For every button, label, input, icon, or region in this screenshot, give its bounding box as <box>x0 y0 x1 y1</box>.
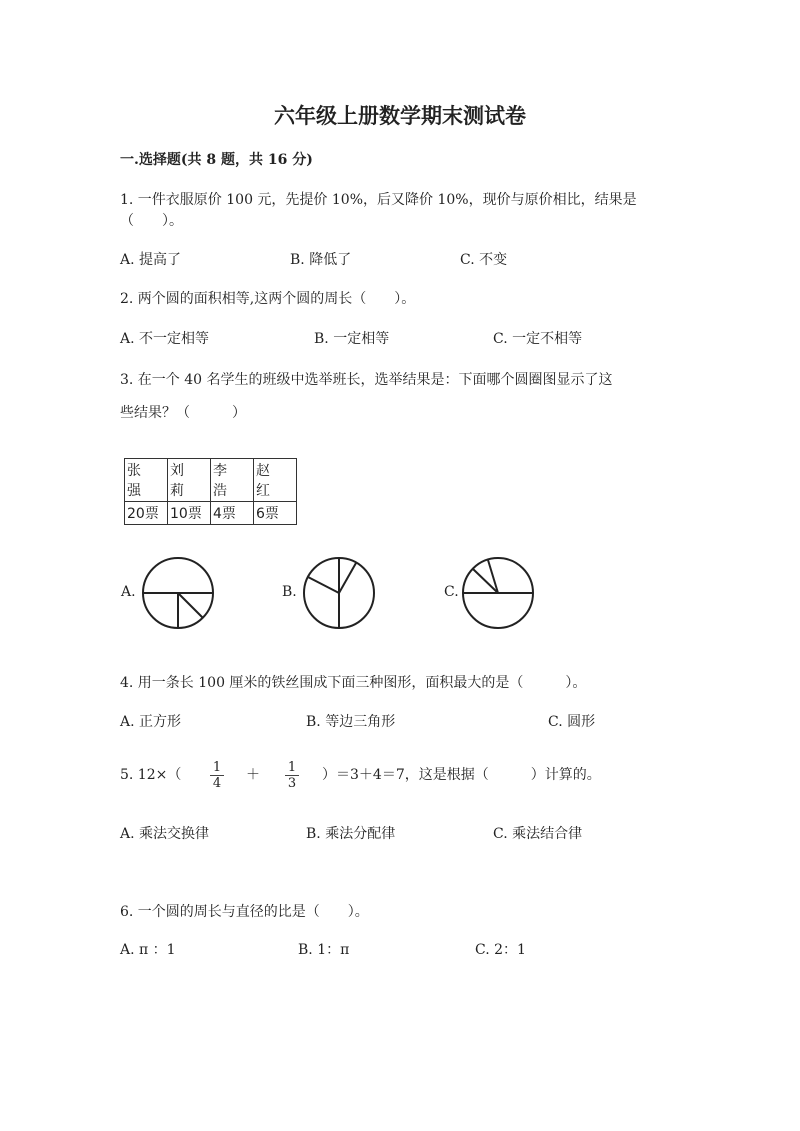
page-title: 六年级上册数学期末测试卷 <box>274 103 526 128</box>
pie-chart-c <box>460 555 536 631</box>
q6-option-c: C. 2：1 <box>475 942 526 958</box>
plus-sign: ＋ <box>246 767 260 783</box>
pie-chart-a <box>140 555 216 631</box>
name-cell: 赵 红 <box>254 459 297 502</box>
numerator: 1 <box>285 760 299 776</box>
q1-option-a: A. 提高了 <box>120 252 182 268</box>
fraction-one-quarter <box>210 760 224 791</box>
q2-option-b: B. 一定相等 <box>314 331 390 347</box>
question-6: 6. 一个圆的周长与直径的比是（ ）。 <box>120 904 369 920</box>
q3-option-a: A. <box>121 584 136 600</box>
q6-option-b: B. 1：π <box>298 942 350 958</box>
question-5-suffix: ）＝3＋4＝7，这是根据（ ）计算的。 <box>322 767 601 783</box>
denominator: 4 <box>212 776 222 791</box>
q2-option-a: A. 不一定相等 <box>120 331 210 347</box>
q4-option-b: B. 等边三角形 <box>306 714 396 730</box>
name-cell: 张 强 <box>125 459 168 502</box>
q1-option-c: C. 不变 <box>460 252 508 268</box>
question-4: 4. 用一条长 100 厘米的铁丝围成下面三种图形，面积最大的是（ ）。 <box>120 675 587 691</box>
question-1-blank: （ ）。 <box>120 213 183 229</box>
q2-option-c: C. 一定不相等 <box>493 331 583 347</box>
name-cell: 刘 莉 <box>168 459 211 502</box>
vote-cell: 6票 <box>254 502 297 525</box>
vote-cell: 4票 <box>211 502 254 525</box>
section-heading: 一.选择题(共 8 题，共 16 分) <box>120 152 313 168</box>
numerator: 1 <box>210 760 224 776</box>
q5-option-c: C. 乘法结合律 <box>493 826 583 842</box>
q5-option-a: A. 乘法交换律 <box>120 826 210 842</box>
q5-option-b: B. 乘法分配律 <box>306 826 396 842</box>
question-2: 2. 两个圆的面积相等,这两个圆的周长（ ）。 <box>120 291 416 307</box>
vote-table <box>124 458 297 525</box>
question-1: 1. 一件衣服原价 100 元，先提价 10%，后又降价 10%，现价与原价相比，结果是 <box>120 192 637 208</box>
vote-cell: 20票 <box>125 502 168 525</box>
q1-option-b: B. 降低了 <box>290 252 352 268</box>
q6-option-a: A. π ：1 <box>120 942 176 958</box>
name-cell: 李 浩 <box>211 459 254 502</box>
q4-option-c: C. 圆形 <box>548 714 596 730</box>
q4-option-a: A. 正方形 <box>120 714 182 730</box>
q3-option-b: B. <box>282 584 297 600</box>
pie-chart-b <box>301 555 377 631</box>
q3-option-c: C. <box>444 584 459 600</box>
denominator: 3 <box>287 776 297 791</box>
question-3-cont: 些结果？（ ） <box>120 405 246 421</box>
question-3: 3. 在一个 40 名学生的班级中选举班长，选举结果是：下面哪个圆圈图显示了这 <box>120 372 613 388</box>
vote-cell: 10票 <box>168 502 211 525</box>
fraction-one-third <box>285 760 299 791</box>
question-5-prefix: 5. 12×（ <box>120 767 182 783</box>
